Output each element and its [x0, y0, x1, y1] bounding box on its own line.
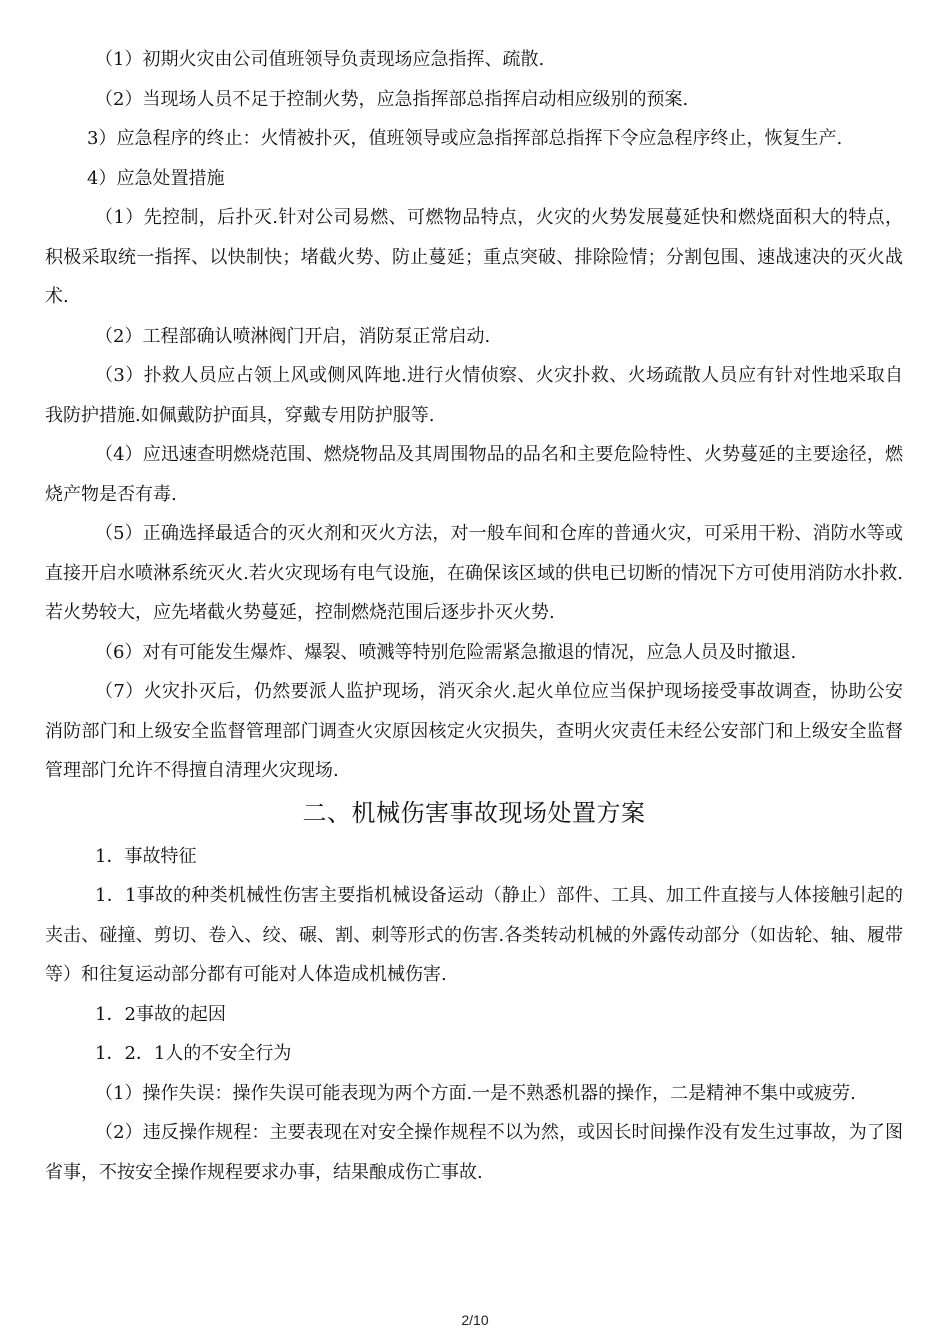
page-number: 2/10 [461, 1312, 489, 1328]
mechanical-injury-section [45, 837, 903, 1193]
paragraph: （7）火灾扑灭后，仍然要派人监护现场，消灭余火.起火单位应当保护现场接受事故调查，协助公安消防部门和上级安全监督管理部门调查火灾原因核定火灾损失，查明火灾责任未经公安部门和上级安全监督管理部门允许不得擅自清理火灾现场. [45, 681, 903, 781]
paragraph: （6）对有可能发生爆炸、爆裂、喷溅等特别危险需紧急撤退的情况，应急人员及时撤退. [95, 641, 797, 663]
paragraph: 1．1事故的种类机械性伤害主要指机械设备运动（静止）部件、工具、加工件直接与人体接触引起的夹击、碰撞、剪切、卷入、绞、碾、割、刺等形式的伤害.各类转动机械的外露传动部分（如齿轮、轴、履带等）和往复运动部分都有可能对人体造成机械伤害. [45, 885, 903, 985]
paragraph: 1．2事故的起因 [95, 1003, 226, 1025]
paragraph: （1）先控制，后扑灭.针对公司易燃、可燃物品特点，火灾的火势发展蔓延快和燃烧面积大的特点，积极采取统一指挥、以快制快；堵截火势、防止蔓延；重点突破、排除险情；分割包围、速战速决的灭火战术. [45, 207, 903, 307]
paragraph: （4）应迅速查明燃烧范围、燃烧物品及其周围物品的品名和主要危险特性、火势蔓延的主要途径，燃烧产物是否有毒. [45, 444, 903, 505]
section-heading: 二、机械伤害事故现场处置方案 [302, 798, 646, 827]
paragraph: （2）工程部确认喷淋阀门开启，消防泵正常启动. [95, 325, 491, 347]
document-body [45, 40, 903, 1192]
fire-response-section [45, 40, 903, 791]
paragraph: （1）初期火灾由公司值班领导负责现场应急指挥、疏散. [95, 49, 545, 70]
paragraph: （2）当现场人员不足于控制火势，应急指挥部总指挥启动相应级别的预案. [95, 88, 689, 110]
paragraph: （2）违反操作规程：主要表现在对安全操作规程不以为然，或因长时间操作没有发生过事故，为了图省事，不按安全操作规程要求办事，结果酿成伤亡事故. [45, 1122, 903, 1183]
paragraph: （5）正确选择最适合的灭火剂和灭火方法，对一般车间和仓库的普通火灾，可采用干粉、消防水等或直接开启水喷淋系统灭火.若火灾现场有电气设施，在确保该区域的供电已切断的情况下方可使用消防水扑救.若火势较大，应先堵截火势蔓延，控制燃烧范围后逐步扑灭火势. [45, 523, 903, 623]
paragraph: （1）操作失误：操作失误可能表现为两个方面.一是不熟悉机器的操作，二是精神不集中或疲劳. [95, 1082, 856, 1104]
paragraph: 1．事故特征 [95, 845, 197, 867]
paragraph: 4）应急处置措施 [87, 167, 225, 189]
paragraph: 1．2．1人的不安全行为 [95, 1043, 292, 1064]
paragraph: （3）扑救人员应占领上风或侧风阵地.进行火情侦察、火灾扑救、火场疏散人员应有针对性地采取自我防护措施.如佩戴防护面具，穿戴专用防护服等. [45, 365, 903, 426]
paragraph: 3）应急程序的终止：火情被扑灭，值班领导或应急指挥部总指挥下令应急程序终止，恢复生产. [87, 128, 843, 149]
